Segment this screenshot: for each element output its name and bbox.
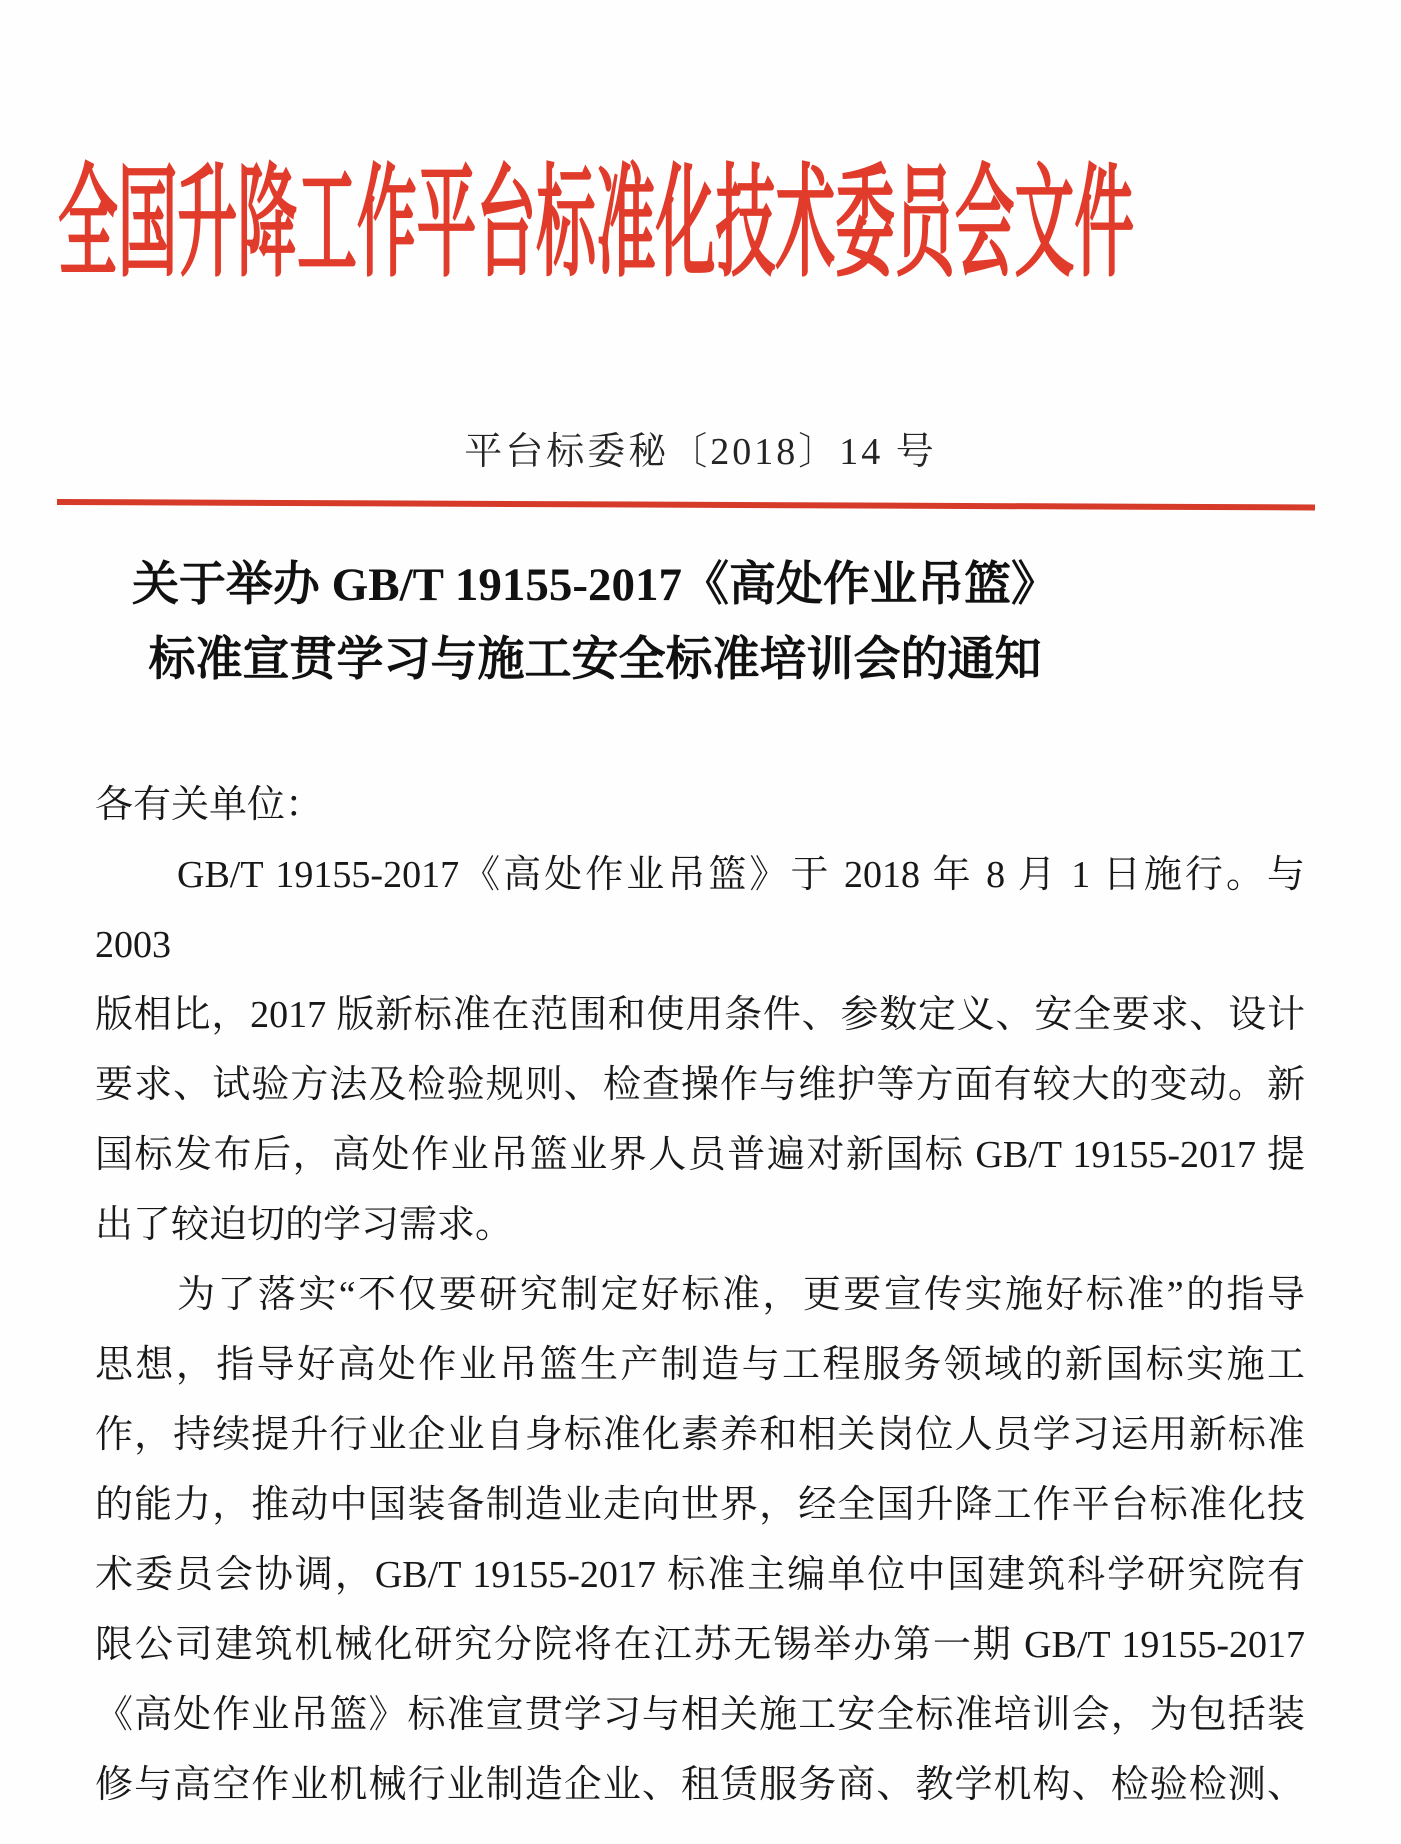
paragraph-2-line: 修与高空作业机械行业制造企业、租赁服务商、教学机构、检验检测、 bbox=[95, 1764, 1305, 1806]
document-number: 平台标委秘〔2018〕14 号 bbox=[464, 431, 937, 473]
letterhead-org-title: 全国升降工作平台标准化技术委员会文件 bbox=[58, 157, 1135, 292]
paragraph-2-line: 的能力，推动中国装备制造业走向世界，经全国升降工作平台标准化技 bbox=[95, 1484, 1305, 1526]
paragraph-2-line: 思想，指导好高处作业吊篮生产制造与工程服务领域的新国标实施工 bbox=[95, 1344, 1305, 1386]
paragraph-2 bbox=[95, 1260, 1305, 1820]
paragraph-2-line: 《高处作业吊篮》标准宣贯学习与相关施工安全标准培训会，为包括装 bbox=[95, 1694, 1305, 1736]
paragraph-2-line: 作，持续提升行业企业自身标准化素养和相关岗位人员学习运用新标准 bbox=[95, 1414, 1305, 1456]
notice-title bbox=[0, 548, 1190, 698]
paragraph-1-line: 出了较迫切的学习需求。 bbox=[95, 1204, 514, 1246]
paragraph-2-line: 限公司建筑机械化研究分院将在江苏无锡举办第一期 GB/T 19155-2017 bbox=[95, 1624, 1305, 1666]
paragraph-1-line: GB/T 19155-2017《高处作业吊篮》于 2018 年 8 月 1 日施行。与 2003 bbox=[95, 854, 1305, 966]
paragraph-1-line: 国标发布后，高处作业吊篮业界人员普遍对新国标 GB/T 19155-2017 提 bbox=[95, 1134, 1305, 1176]
notice-body bbox=[95, 770, 1305, 1820]
paragraph-1 bbox=[95, 840, 1305, 1260]
salutation: 各有关单位： bbox=[95, 784, 324, 826]
paragraph-1-line: 要求、试验方法及检验规则、检查操作与维护等方面有较大的变动。新 bbox=[95, 1064, 1305, 1106]
notice-title-line-1: 关于举办 GB/T 19155-2017《高处作业吊篮》 bbox=[131, 559, 1059, 611]
letterhead bbox=[58, 157, 1398, 300]
letterhead-divider-rule bbox=[57, 499, 1315, 510]
notice-title-line-2: 标准宣贯学习与施工安全标准培训会的通知 bbox=[148, 634, 1042, 686]
paragraph-1-line: 版相比，2017 版新标准在范围和使用条件、参数定义、安全要求、设计 bbox=[95, 994, 1305, 1036]
paragraph-2-line: 术委员会协调，GB/T 19155-2017 标准主编单位中国建筑科学研究院有 bbox=[95, 1554, 1305, 1596]
paragraph-2-line: 为了落实“不仅要研究制定好标准，更要宣传实施好标准”的指导 bbox=[177, 1274, 1305, 1316]
